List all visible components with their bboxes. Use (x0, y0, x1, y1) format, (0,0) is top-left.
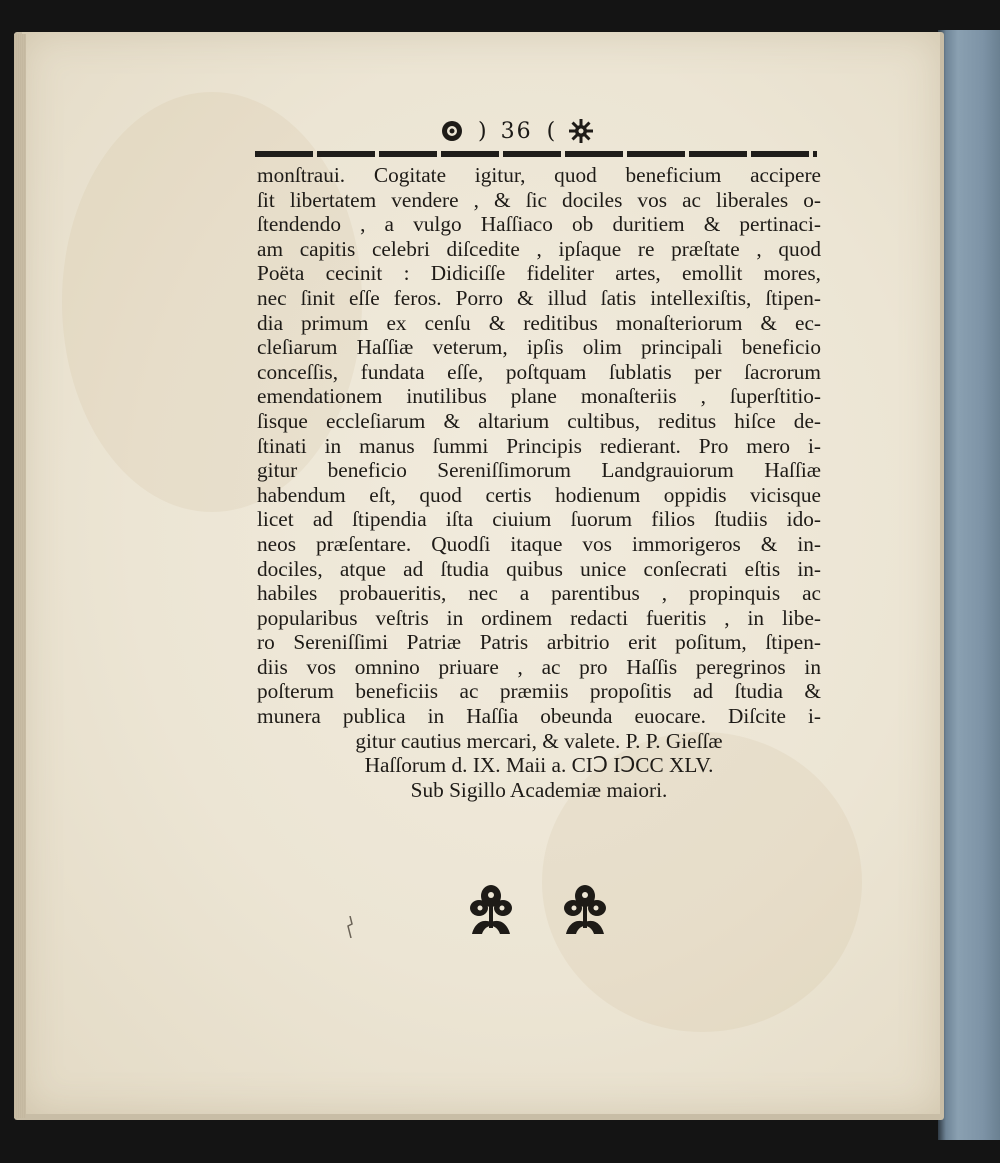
text-line: cleſiarum Haſſiæ veterum, ipſis olim principali beneficio (257, 335, 821, 360)
text-line: am capitis celebri diſcedite , ipſaque re præſtate , quod (257, 236, 821, 261)
text-line: ſisque eccleſiarum & altarium cultibus, reditus hiſce de- (257, 408, 821, 433)
text-line: Poëta cecinit : Didiciſſe fideliter artes, emollit mores, (257, 261, 821, 286)
star-fleuron-icon (569, 119, 593, 143)
paren-right: ) (478, 118, 487, 144)
text-line: munera publica in Haſſia obeunda euocare. Diſcite i- (257, 704, 821, 729)
book-cover-edge (938, 30, 1000, 1140)
text-line: ſit libertatem vendere , & ſic dociles vos ac liberales o- (257, 187, 821, 212)
paren-left: ( (546, 118, 556, 144)
header-rule (255, 151, 817, 157)
seal-line: Sub Sigillo Academiæ maiori. (410, 777, 668, 802)
text-line: nec ſinit eſſe feros. Porro & illud ſatis intellexiſtis, ſtipen- (257, 285, 821, 310)
text-line: licet ad ſtipendia iſta ciuium ſuorum filios ſtudiis ido- (257, 507, 821, 532)
text-line: ſtendendo , a vulgo Haſſiaco ob duritiem & pertinaci- (257, 212, 821, 237)
flower-ornament-icon (468, 882, 514, 936)
footer-ornaments (468, 882, 618, 938)
text-line: habendum eſt, quod certis hodienum oppidis vicisque (257, 482, 821, 507)
text-line: dia primum ex cenſu & reditibus monaſteriorum & ec- (257, 310, 821, 335)
text-line: poſterum beneficiis ac præmiis propoſitis ad ſtudia & (257, 679, 821, 704)
flower-ornament-icon (562, 882, 608, 936)
text-line: gitur beneficio Sereniſſimorum Landgrauiorum Haſſiæ (257, 458, 821, 483)
text-line: dociles, atque ad ſtudia quibus unice conſecrati eſtis in- (257, 556, 821, 581)
text-line: neos præſentare. Quodſi itaque vos immorigeros & in- (257, 531, 821, 556)
body-text (257, 163, 821, 802)
text-line: popularibus veſtris in ordinem redacti fueritis , in libe- (257, 605, 821, 630)
page-edge (14, 34, 26, 1118)
date-line: Haſſorum d. IX. Maii a. CIↃ IↃCC XLV. (364, 753, 714, 778)
running-header (440, 116, 640, 146)
text-line: conceſſis, fundata eſſe, poſtquam ſublatis per ſacrorum (257, 359, 821, 384)
closing-line: gitur cautius mercari, & valete. P. P. Gieſſæ (355, 728, 723, 753)
text-line: ſtinati in manus ſummi Principis redierant. Pro mero i- (257, 433, 821, 458)
page-number: 36 (500, 118, 533, 144)
round-fleuron-icon (440, 119, 464, 143)
text-line: diis vos omnino priuare , ac pro Haſſis peregrinos in (257, 654, 821, 679)
text-line: ro Sereniſſimi Patriæ Patris arbitrio erit poſitum, ſtipen- (257, 630, 821, 655)
text-line: monſtraui. Cogitate igitur, quod beneficium accipere (257, 163, 821, 187)
ink-mark (344, 916, 356, 938)
text-line: emendationem inutilibus plane monaſteriis , ſuperſtitio- (257, 384, 821, 409)
text-line: habiles probaueritis, nec a parentibus , propinquis ac (257, 581, 821, 606)
